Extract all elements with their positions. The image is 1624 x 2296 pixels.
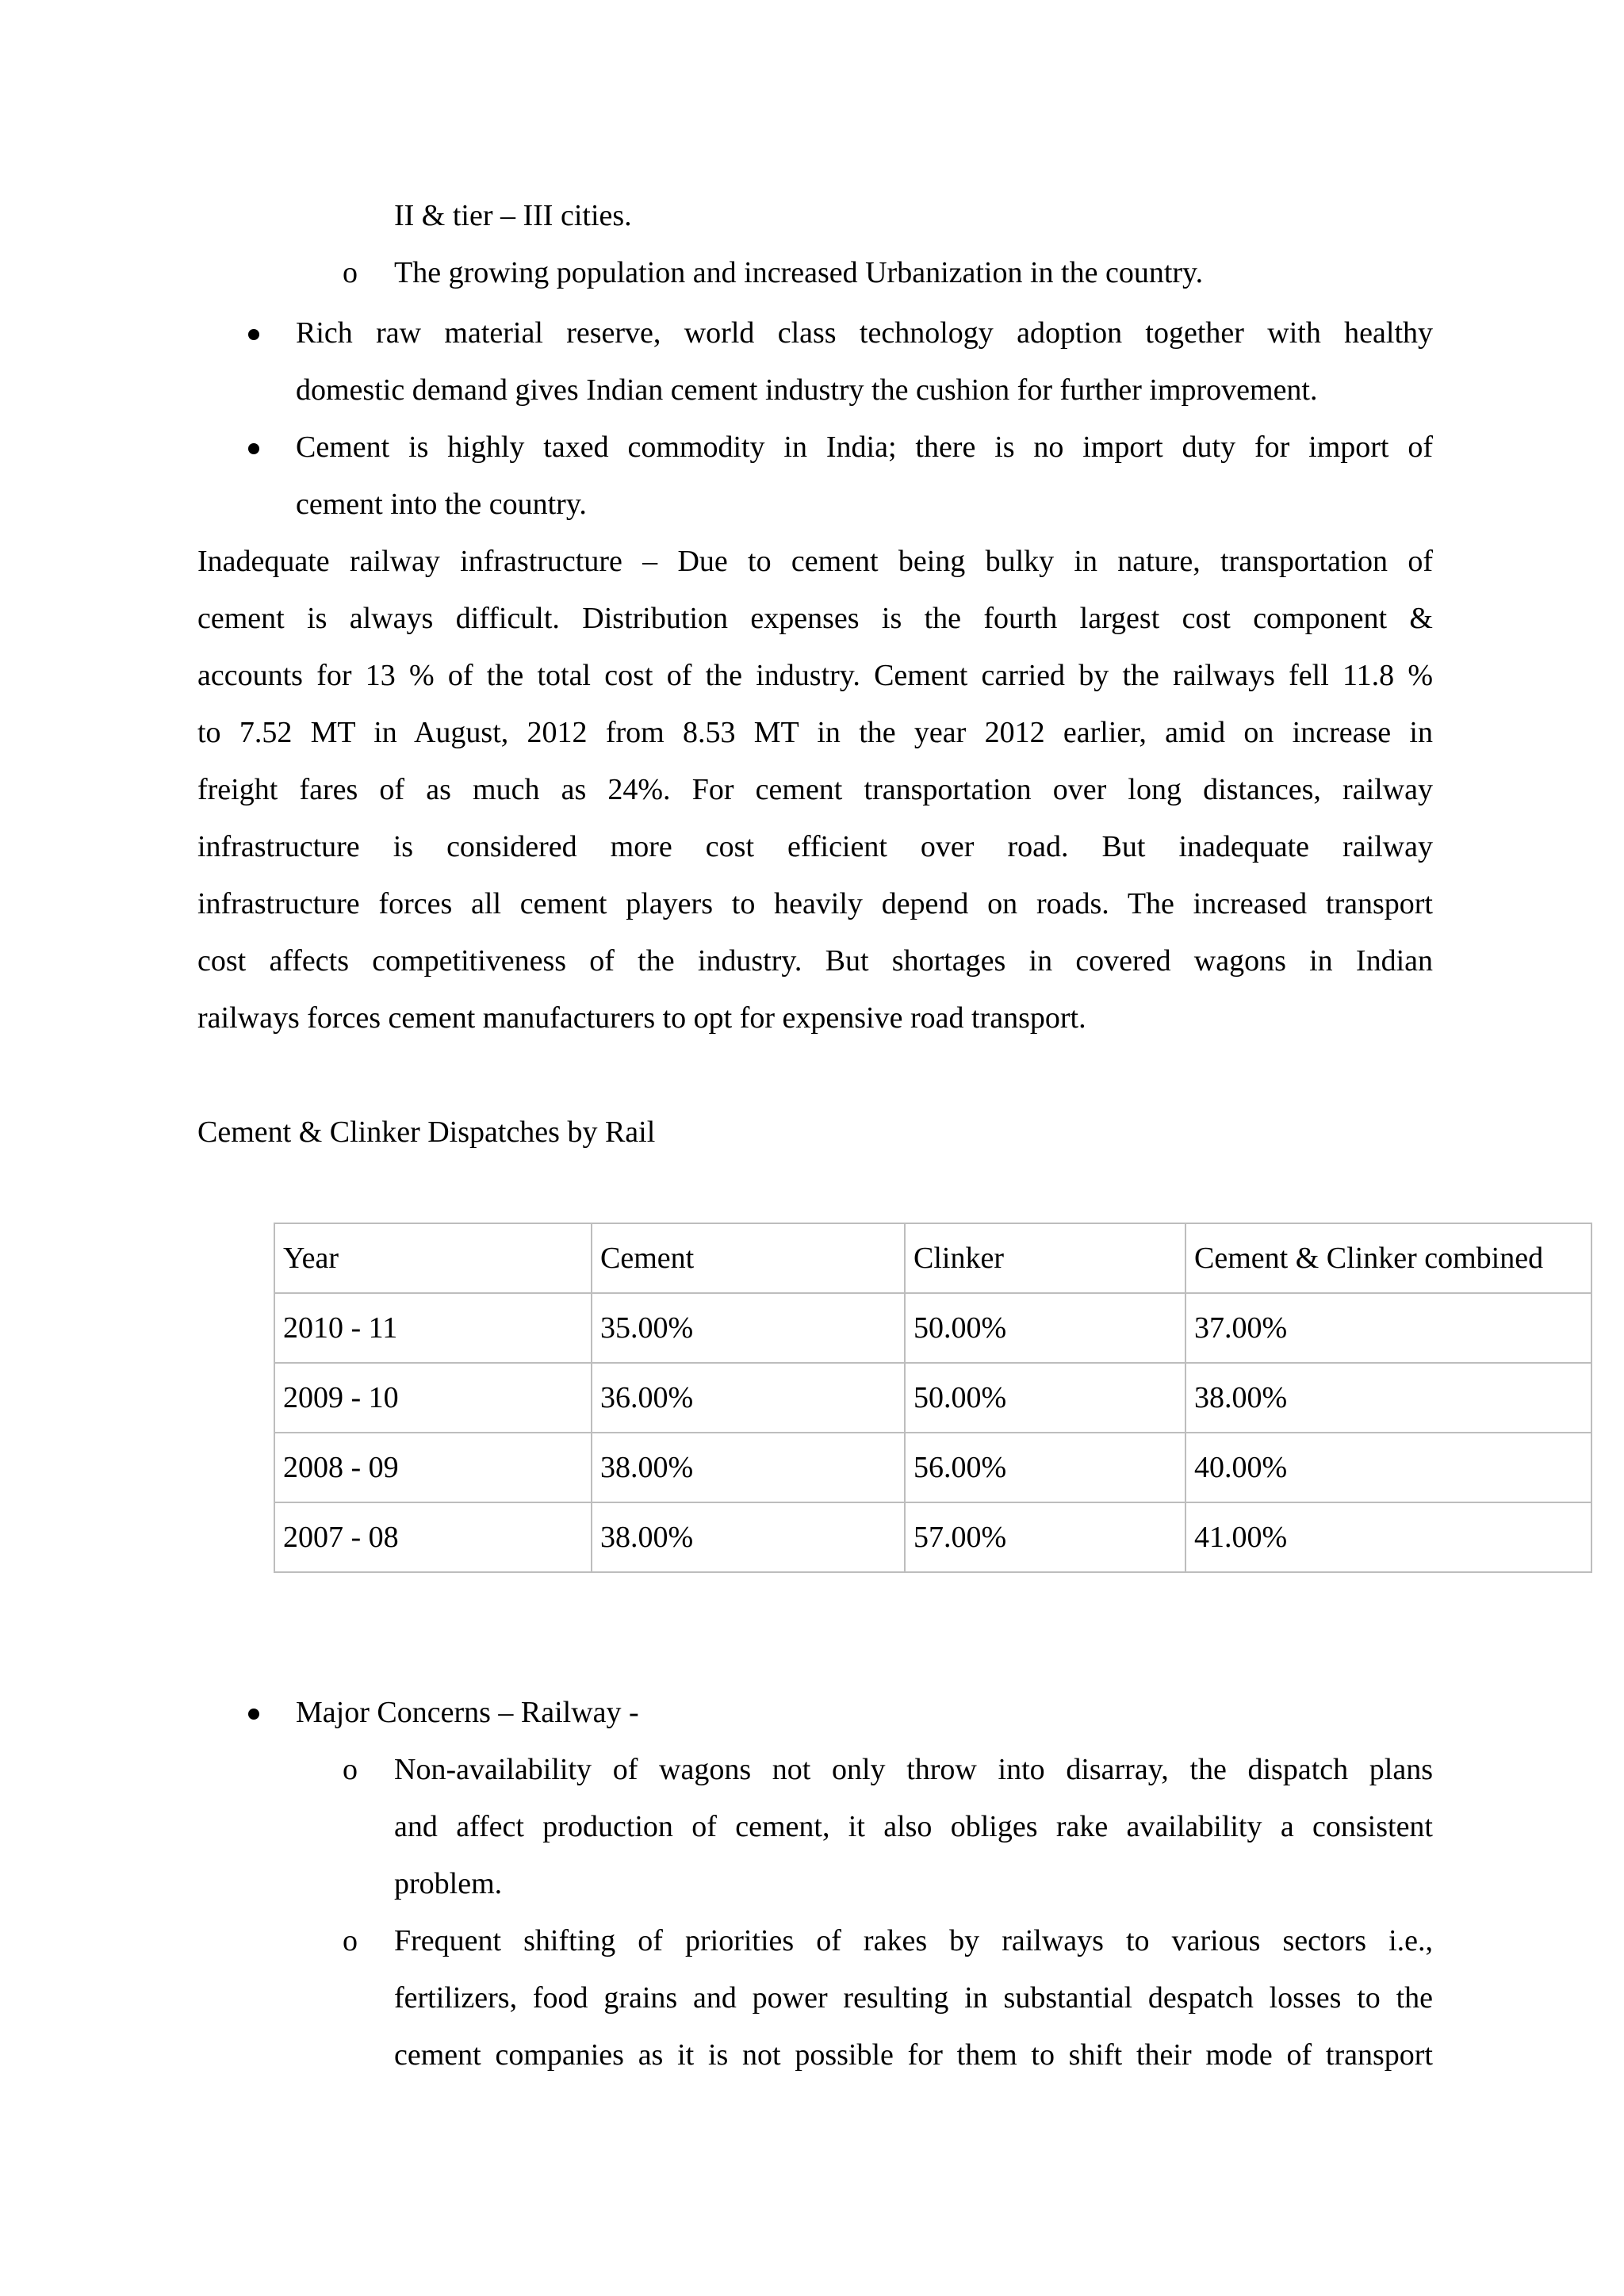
table-row (274, 1363, 1591, 1433)
railway-paragraph-line-8: cost affects competitiveness of the industry. But shortages in covered wagons in Indian (197, 944, 1433, 978)
table-cell: 57.00% (905, 1502, 1185, 1572)
bullet-dot (248, 1709, 259, 1720)
railway-paragraph-line-2: cement is always difficult. Distribution expenses is the fourth largest cost component & (197, 602, 1433, 635)
table-header-cell: Cement & Clinker combined (1185, 1223, 1591, 1293)
railway-paragraph-line-1: Inadequate railway infrastructure – Due to cement being bulky in nature, transportation of (197, 545, 1433, 578)
continued-text: II & tier – III cities. (394, 199, 632, 232)
table-cell: 38.00% (592, 1433, 905, 1502)
table-row (274, 1293, 1591, 1363)
table-header-cell: Cement (592, 1223, 905, 1293)
bullet-raw-material-line-1: Rich raw material reserve, world class technology adoption together with healthy (296, 316, 1433, 350)
railway-paragraph-line-5: freight fares of as much as 24%. For cement transportation over long distances, railway (197, 773, 1433, 806)
concern-wagons-line-1: Non-availability of wagons not only throw into disarray, the dispatch plans (394, 1753, 1433, 1786)
table-cell: 35.00% (592, 1293, 905, 1363)
table-cell: 41.00% (1185, 1502, 1591, 1572)
concern-wagons-line-3: problem. (394, 1867, 503, 1900)
table-cell: 2008 - 09 (274, 1433, 592, 1502)
table-cell: 38.00% (1185, 1363, 1591, 1433)
table-cell: 2007 - 08 (274, 1502, 592, 1572)
table-caption: Cement & Clinker Dispatches by Rail (197, 1115, 656, 1149)
concern-priorities-line-2: fertilizers, food grains and power resulting in substantial despatch losses to the (394, 1981, 1433, 2015)
bullet-dot (248, 329, 259, 340)
table-cell: 50.00% (905, 1293, 1185, 1363)
table-row (274, 1433, 1591, 1502)
concern-priorities-line-3: cement companies as it is not possible for them to shift their mode of transport (394, 2038, 1433, 2072)
table-cell: 56.00% (905, 1433, 1185, 1502)
table-row (274, 1502, 1591, 1572)
railway-paragraph-line-6: infrastructure is considered more cost efficient over road. But inadequate railway (197, 830, 1433, 863)
sub-bullet-marker: o (343, 1924, 358, 1957)
sub-bullet-marker: o (343, 256, 358, 289)
table-cell: 50.00% (905, 1363, 1185, 1433)
concern-wagons-line-2: and affect production of cement, it also obliges rake availability a consistent (394, 1810, 1433, 1843)
table-cell: 2009 - 10 (274, 1363, 592, 1433)
table-header-cell: Year (274, 1223, 592, 1293)
table-cell: 40.00% (1185, 1433, 1591, 1502)
bullet-tax-line-2: cement into the country. (296, 488, 587, 521)
railway-paragraph-line-3: accounts for 13 % of the total cost of the industry. Cement carried by the railways fell 11.8 % (197, 659, 1433, 692)
railway-paragraph-line-9: railways forces cement manufacturers to opt for expensive road transport. (197, 1001, 1086, 1035)
table-cell: 38.00% (592, 1502, 905, 1572)
table-header-cell: Clinker (905, 1223, 1185, 1293)
sub-bullet-marker: o (343, 1753, 358, 1786)
bullet-tax-line-1: Cement is highly taxed commodity in India; there is no import duty for import of (296, 430, 1433, 464)
major-concerns-heading: Major Concerns – Railway - (296, 1696, 639, 1729)
sub-bullet-population: The growing population and increased Urbanization in the country. (394, 256, 1204, 289)
table-header-row (274, 1223, 1591, 1293)
railway-paragraph-line-7: infrastructure forces all cement players to heavily depend on roads. The increased transport (197, 887, 1433, 920)
rail-dispatch-table (274, 1223, 1592, 1573)
bullet-raw-material-line-2: domestic demand gives Indian cement industry the cushion for further improvement. (296, 373, 1318, 407)
concern-priorities-line-1: Frequent shifting of priorities of rakes by railways to various sectors i.e., (394, 1924, 1433, 1957)
table-cell: 36.00% (592, 1363, 905, 1433)
railway-paragraph-line-4: to 7.52 MT in August, 2012 from 8.53 MT in the year 2012 earlier, amid on increase in (197, 716, 1433, 749)
table-cell: 37.00% (1185, 1293, 1591, 1363)
table-cell: 2010 - 11 (274, 1293, 592, 1363)
bullet-dot (248, 443, 259, 454)
